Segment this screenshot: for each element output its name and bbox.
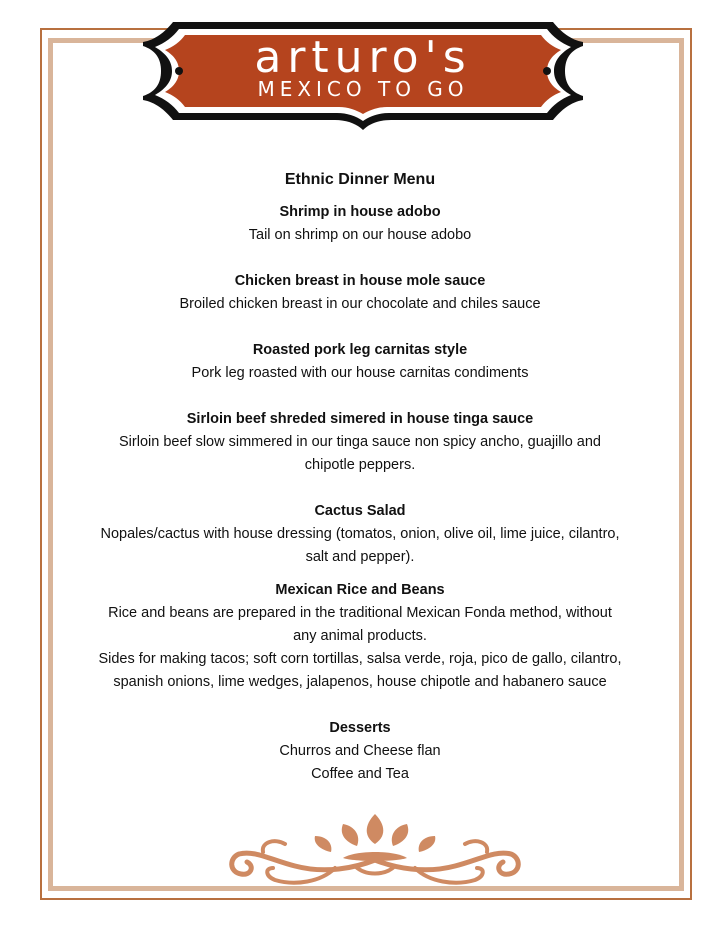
arturos-logo <box>143 12 583 130</box>
menu-item <box>60 201 660 247</box>
item-description: Sides for making tacos; soft corn tortillas, salsa verde, roja, pico de gallo, cilantro, <box>98 651 622 667</box>
item-description: chipotle peppers. <box>304 457 416 473</box>
item-description: salt and pepper). <box>305 549 415 565</box>
item-name: Mexican Rice and Beans <box>275 582 445 598</box>
item-name: Cactus Salad <box>314 503 406 519</box>
menu-item <box>60 579 660 694</box>
item-description: Nopales/cactus with house dressing (tomatos, onion, olive oil, lime juice, cilantro, <box>100 526 620 542</box>
item-description: any animal products. <box>293 628 427 644</box>
item-name: Desserts <box>329 720 391 736</box>
item-description: spanish onions, lime wedges, jalapenos, house chipotle and habanero sauce <box>113 674 607 690</box>
menu-item <box>60 500 660 569</box>
item-description: Rice and beans are prepared in the traditional Mexican Fonda method, without <box>108 605 612 621</box>
logo-tagline: MEXICO TO GO <box>257 77 469 101</box>
item-name: Chicken breast in house mole sauce <box>234 273 486 289</box>
menu-item <box>60 270 660 316</box>
item-description: Churros and Cheese flan <box>279 743 441 759</box>
item-description: Broiled chicken breast in our chocolate and chiles sauce <box>179 296 541 312</box>
menu-title: Ethnic Dinner Menu <box>284 171 436 188</box>
logo-name: arturo's <box>254 32 472 83</box>
menu-item <box>60 717 660 786</box>
item-description: Pork leg roasted with our house carnitas condiments <box>191 365 529 381</box>
item-name: Shrimp in house adobo <box>279 204 441 220</box>
item-description: Sirloin beef slow simmered in our tinga sauce non spicy ancho, guajillo and <box>119 434 601 450</box>
menu-content <box>60 168 660 809</box>
menu-item <box>60 408 660 477</box>
flourish-ornament <box>225 810 525 892</box>
item-description: Tail on shrimp on our house adobo <box>248 227 472 243</box>
item-name: Sirloin beef shreded simered in house tinga sauce <box>186 411 534 427</box>
item-description: Coffee and Tea <box>311 766 409 782</box>
menu-item <box>60 339 660 385</box>
item-name: Roasted pork leg carnitas style <box>252 342 468 358</box>
